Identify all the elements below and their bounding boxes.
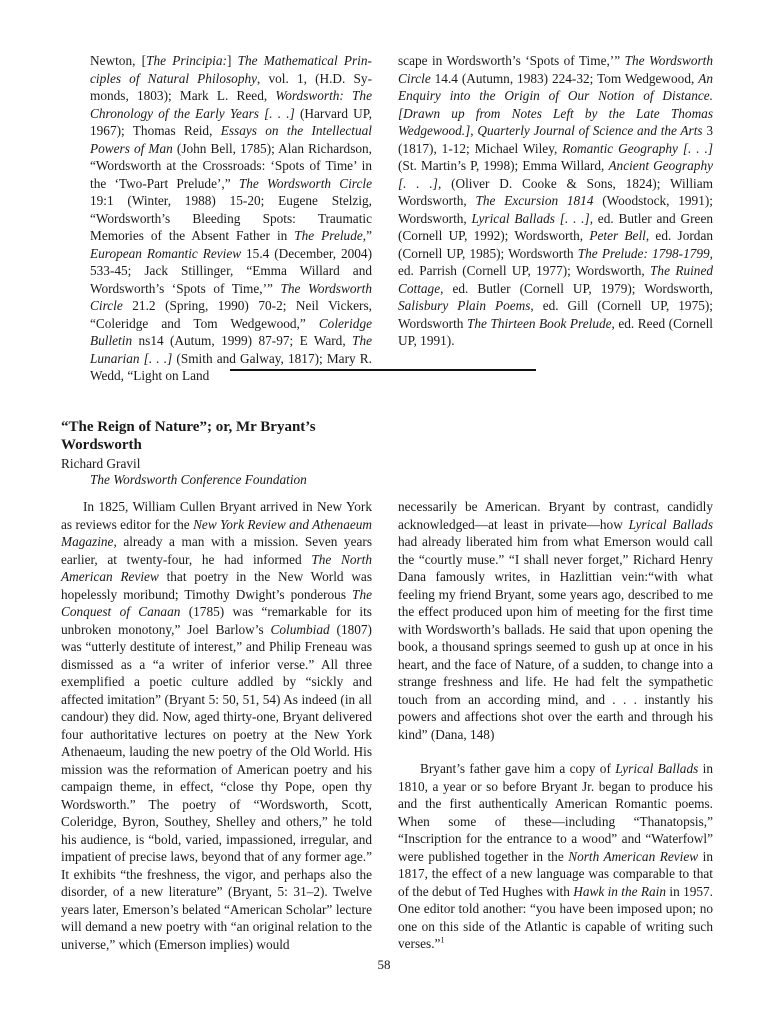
- references-left-column: [90, 52, 372, 385]
- body-right-column: [398, 498, 713, 953]
- body-left-column: [61, 498, 372, 953]
- author-affiliation: The Wordsworth Conference Foundation: [90, 472, 307, 487]
- references-text-left: Newton, [The Principia:] The Mathematical Principles of Natural Philosophy, vol. 1, (H.D. Symonds, 1803); Mark L. Reed, Wordsworth: The Chronology of the Early Years [. . .] (Harvard UP, 1967); Thomas Reid, Essays on the Intellectual Powers of Man (John Bell, 1785); Alan Richardson, “Wordsworth at the Crossroads: ‘Spots of Time’ in the ‘Two-Part Prelude’,” The Wordsworth Circle 19:1 (Winter, 1988) 15-20; Eugene Stelzig, “Wordsworth’s Bleeding Spots: Traumatic Memories of the Absent Father in The Prelude,” European Romantic Review 15.4 (December, 2004) 533-45; Jack Stillinger, “Emma Willard and Wordsworth’s ‘Spots of Time,’” The Wordsworth Circle 21.2 (Spring, 1990) 70-2; Neil Vickers, “Coleridge and Tom Wedgewood,” Coleridge Bulletin ns14 (Autum, 1999) 87-97; E Ward, The Lunarian [. . .] (Smith and Galway, 1817); Mary R. Wedd, “Light on Land: [90, 53, 373, 383]
- references-text-right: scape in Wordsworth’s ‘Spots of Time,’” The Wordsworth Circle 14.4 (Autumn, 1983) 224-32; Tom Wedgewood, An Enquiry into the Origin of Our Notion of Distance. [Drawn up from Notes Left by the Late Thomas Wedgewood.], Quarterly Journal of Science and the Arts 3 (1817), 1-12; Michael Wiley, Romantic Geography [. . .] (St. Martin’s P, 1998); Emma Willard, Ancient Geography [. . .], (Oliver D. Cooke & Sons, 1824); William Wordsworth, The Excursion 1814 (Woodstock, 1991); Wordsworth, Lyrical Ballads [. . .], ed. Butler and Green (Cornell UP, 1992); Wordsworth, Peter Bell, ed. Jordan (Cornell UP, 1985); Wordsworth The Prelude: 1798-1799, ed. Parrish (Cornell UP, 1977); Wordsworth, The Ruined Cottage, ed. Butler (Cornell UP, 1979); Wordsworth, Salisbury Plain Poems, ed. Gill (Cornell UP, 1975); Wordsworth The Thirteen Book Prelude, ed. Reed (Cornell UP, 1991).: [398, 53, 713, 348]
- body-paragraph-1-continued: necessarily be American. Bryant by contrast, candidly acknowledged—at least in private—how Lyrical Ballads had already liberated him from what Emerson would call the “courtly muse.” “I shall never forget,” Richard Henry Dana famously writes, in Hazlittian vein:“with what feeling my friend Bryant, some years ago, described to me the effect produced upon him of meeting for the first time with Wordsworth’s ballads. He said that upon opening the book, a thousand springs seemed to gush up at once in his heart, and the face of Nature, of a sudden, to change into a strange freshness and life. He had felt the sympathetic touch from an according mind, and . . . instantly his powers and affections shot over the earth and through his kind” (Dana, 148): [398, 499, 713, 742]
- article-title: “The Reign of Nature”; or, Mr Bryant’s Wordsworth: [61, 419, 316, 453]
- section-divider: [230, 369, 536, 371]
- body-paragraph-1: In 1825, William Cullen Bryant arrived in New York as reviews editor for the New York Review and Athenaeum Magazine, already a man with a mission. Seven years earlier, at twenty-four, he had informed The North American Review that poetry in the New World was hopelessly moribund; Timothy Dwight’s ponderous The Conquest of Canaan (1785) was “remarkable for its unbroken monotony,” Joel Barlow’s Columbiad (1807) was “utterly destitute of interest,” and Philip Freneau was dismissed as a “a writer of inferior verse.” All three exemplified a poetic culture addled by “sickly and affected imitation” (Bryant 5: 50, 51, 54) As indeed (in all candour) they did. Now, aged thirty-one, Bryant delivered four authoritative lectures on poetry at the New York Athenaeum, lauding the new poetry of the Old World. His mission was the reformation of American poetry and his campaign theme, in effect, “close thy Pope, open thy Wordsworth.” The poetry of “Wordsworth, Scott, Coleridge, Byron, Southey, Shelley and others,” he told his audience, is “bold, varied, impassioned, irregular, and impatient of precise laws, beyond that of any former age.” It exhibits “the freshness, the vigor, and perhaps also the disorder, of a new literature” (Bryant, 5: 31–2). Twelve years later, Emerson’s belated “American Scholar” lecture will demand a new poetry with “an original relation to the universe,” which (Emerson implies) would: [61, 499, 372, 952]
- references-right-column: [398, 52, 713, 350]
- body-paragraph-2: Bryant’s father gave him a copy of Lyrical Ballads in 1810, a year or so before Bryant Jr. began to produce his and the first authentically American Romantic poems. When some of these—including “Thanatopsis,” “Inscription for the entrance to a wood” and “Waterfowl” were published together in the North American Review in 1817, the effect of a new language was comparable to that of the debut of Ted Hughes with Hawk in the Rain in 1957. One editor told another: “you have been imposed upon; no one on this side of the Atlantic is capable of writing such verses.”$^1$: [398, 761, 713, 951]
- author-name: Richard Gravil: [61, 456, 141, 471]
- page-number: 58: [377, 957, 391, 972]
